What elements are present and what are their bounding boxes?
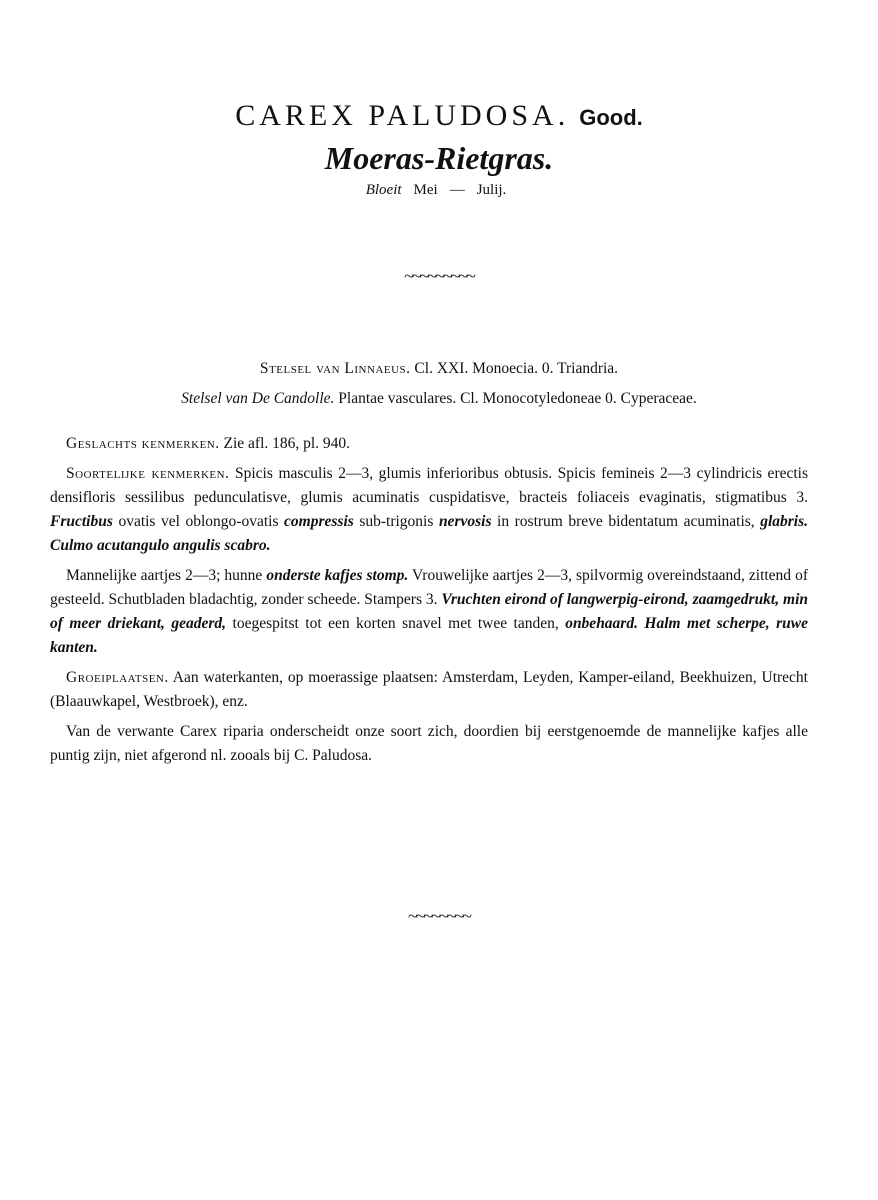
candolle-line bbox=[0, 388, 878, 410]
species-title bbox=[0, 98, 878, 136]
dutch-italic-2: Vruchten eirond of langwerpig-eirond, zaamgedrukt, min of meer driekant, geaderd, bbox=[50, 591, 808, 632]
genus-characters bbox=[50, 432, 808, 456]
flowering-from: Mei bbox=[413, 182, 438, 198]
habitat-paragraph bbox=[50, 666, 808, 714]
species-text-2: ovatis vel oblongo-ovatis bbox=[118, 513, 279, 530]
linnaeus-label: Stelsel van Linnaeus. bbox=[259, 360, 411, 377]
classification-systems bbox=[0, 358, 878, 410]
species-italic-4: glabris. Culmo acutangulo angulis scabro. bbox=[50, 513, 809, 554]
species-italic-2: compressis bbox=[284, 513, 354, 530]
common-name: Moeras-Rietgras. bbox=[324, 140, 554, 176]
species-characters-latin bbox=[50, 462, 808, 558]
description-body bbox=[50, 432, 808, 774]
species-characters-dutch bbox=[50, 564, 808, 660]
flowering-to: Julij. bbox=[476, 182, 507, 198]
habitat-text: Aan waterkanten, op moerassige plaatsen: Amsterdam, Leyden, Kamper-eiland, Beekhuizen, Utrecht (Blaauwkapel, Westbroek), enz. bbox=[50, 669, 808, 710]
species-text-1: Spicis masculis 2—3, glumis inferioribus obtusis. Spicis femineis 2—3 cylindricis erectis densifloris sessilibus pedunculatisve, glumis acuminatis cuspidatisve, bracteis foliaceis evaginatis, stigmatibus 3. bbox=[50, 465, 809, 506]
dutch-text-3: toegespitst tot een korten snavel met twee tanden, bbox=[232, 615, 559, 632]
species-italic-3: nervosis bbox=[438, 513, 492, 530]
ornamental-rule-bottom: ~~~~~~~~ bbox=[408, 906, 470, 926]
dutch-italic-3: onbehaard. Halm met scherpe, ruwe kanten. bbox=[50, 615, 808, 656]
comparison-paragraph bbox=[50, 720, 808, 768]
linnaeus-line bbox=[0, 358, 878, 380]
candolle-label: Stelsel van De Candolle. bbox=[181, 390, 335, 407]
species-name: CAREX PALUDOSA. bbox=[235, 99, 570, 132]
dutch-italic-1: onderste kafjes stomp. bbox=[266, 567, 409, 584]
flowering-label: Bloeit bbox=[365, 182, 402, 198]
linnaeus-text: Cl. XXI. Monoecia. 0. Triandria. bbox=[414, 360, 619, 377]
ornamental-rule-top: ~~~~~~~~~ bbox=[404, 266, 474, 286]
genus-label: Geslachts kenmerken. bbox=[66, 435, 220, 452]
author-abbrev: Good. bbox=[579, 105, 643, 130]
habitat-label: Groeiplaatsen. bbox=[66, 669, 169, 686]
flowering-period bbox=[0, 182, 878, 199]
species-text-4: in rostrum breve bidentatum acuminatis, bbox=[497, 513, 755, 530]
species-text-3: sub-trigonis bbox=[359, 513, 434, 530]
species-label: Soortelijke kenmerken. bbox=[66, 465, 230, 482]
dutch-text-2: Vrouwelijke aartjes 2—3, spilvormig overeindstaand, zittend of gesteeld. Schutbladen bladachtig, zonder scheede. Stampers 3. bbox=[50, 567, 808, 608]
comparison-text: Van de verwante Carex riparia onderscheidt onze soort zich, doordien bij eerstgenoemde de mannelijke kafjes alle puntig zijn, niet afgerond nl. zooals bij C. Paludosa. bbox=[50, 723, 808, 764]
species-italic-1: Fructibus bbox=[50, 513, 113, 530]
dutch-text-1: Mannelijke aartjes 2—3; hunne bbox=[66, 567, 263, 584]
flowering-dash: — bbox=[449, 182, 465, 198]
genus-text: Zie afl. 186, pl. 940. bbox=[223, 435, 351, 452]
title-block bbox=[0, 98, 878, 199]
candolle-text: Plantae vasculares. Cl. Monocotyledoneae 0. Cyperaceae. bbox=[338, 390, 697, 407]
